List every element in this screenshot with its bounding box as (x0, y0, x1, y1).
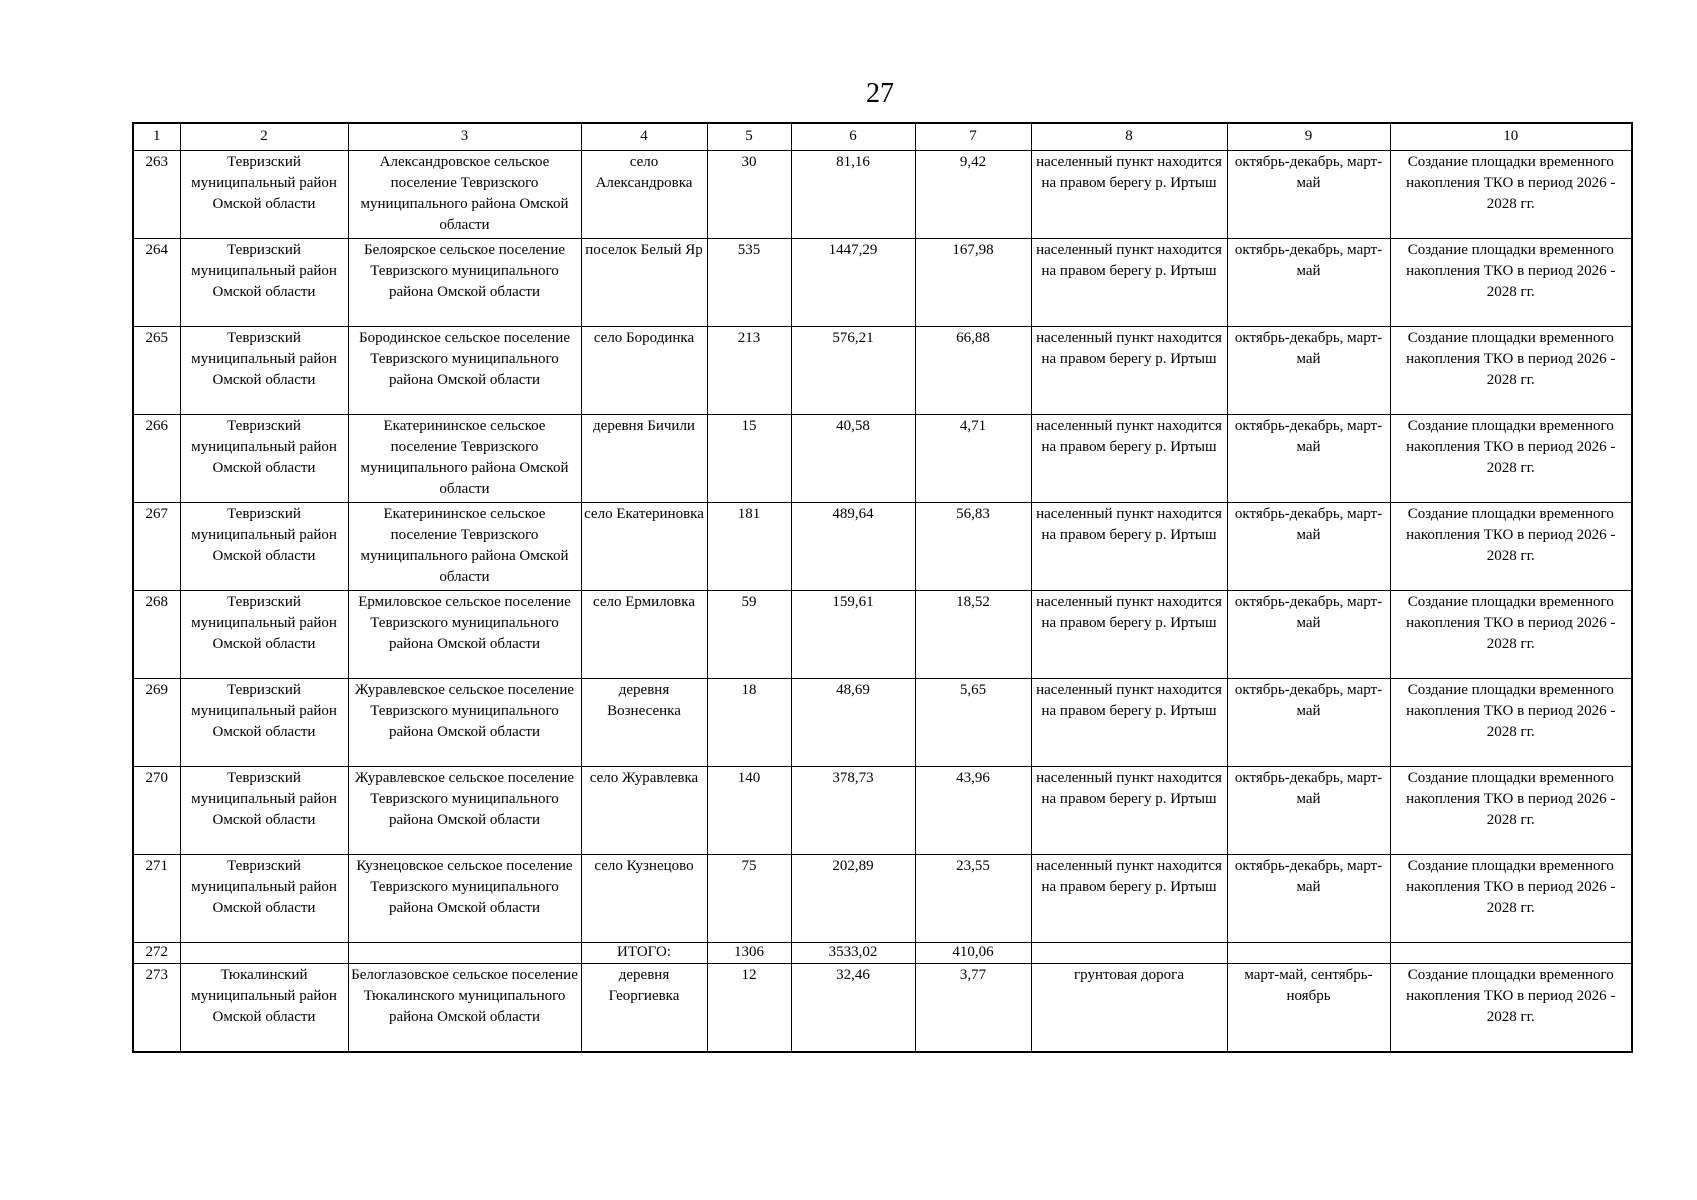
column-9-cell: октябрь-декабрь, март-май (1227, 591, 1390, 679)
locality-cell: село Екатериновка (581, 503, 707, 591)
column-8-cell: населенный пункт находится на правом берегу р. Иртыш (1031, 767, 1227, 855)
column-7-cell: 410,06 (915, 943, 1031, 964)
column-7-cell: 23,55 (915, 855, 1031, 943)
district-cell: Тевризский муниципальный район Омской области (180, 327, 348, 415)
column-6-cell: 48,69 (791, 679, 915, 767)
column-10-cell: Создание площадки временного накопления ТКО в период 2026 - 2028 гг. (1390, 415, 1632, 503)
column-5-cell: 18 (707, 679, 791, 767)
column-9-cell: октябрь-декабрь, март-май (1227, 327, 1390, 415)
row-number-cell: 264 (133, 239, 180, 327)
column-9-cell: октябрь-декабрь, март-май (1227, 151, 1390, 239)
column-6-cell: 489,64 (791, 503, 915, 591)
column-7-cell: 9,42 (915, 151, 1031, 239)
district-cell: Тевризский муниципальный район Омской области (180, 679, 348, 767)
settlement-cell: Кузнецовское сельское поселение Тевризского муниципального района Омской области (348, 855, 581, 943)
column-8-cell: населенный пункт находится на правом берегу р. Иртыш (1031, 239, 1227, 327)
row-number-cell: 265 (133, 327, 180, 415)
column-9-cell: октябрь-декабрь, март-май (1227, 503, 1390, 591)
column-6-cell: 32,46 (791, 964, 915, 1053)
column-number: 6 (791, 123, 915, 151)
column-9-cell: октябрь-декабрь, март-май (1227, 239, 1390, 327)
column-7-cell: 43,96 (915, 767, 1031, 855)
column-8-cell: населенный пункт находится на правом берегу р. Иртыш (1031, 679, 1227, 767)
district-cell: Тевризский муниципальный район Омской области (180, 151, 348, 239)
column-6-cell: 378,73 (791, 767, 915, 855)
column-9-cell (1227, 943, 1390, 964)
row-number-cell: 263 (133, 151, 180, 239)
column-5-cell: 1306 (707, 943, 791, 964)
settlement-cell: Белоглазовское сельское поселение Тюкалинского муниципального района Омской области (348, 964, 581, 1053)
column-6-cell: 40,58 (791, 415, 915, 503)
data-table (132, 122, 1633, 1053)
locality-cell: деревня Вознесенка (581, 679, 707, 767)
locality-cell: село Кузнецово (581, 855, 707, 943)
column-10-cell: Создание площадки временного накопления ТКО в период 2026 - 2028 гг. (1390, 151, 1632, 239)
district-cell: Тевризский муниципальный район Омской области (180, 591, 348, 679)
column-10-cell (1390, 943, 1632, 964)
column-number: 5 (707, 123, 791, 151)
column-7-cell: 3,77 (915, 964, 1031, 1053)
column-7-cell: 167,98 (915, 239, 1031, 327)
column-9-cell: октябрь-декабрь, март-май (1227, 855, 1390, 943)
locality-cell: село Бородинка (581, 327, 707, 415)
column-number: 7 (915, 123, 1031, 151)
column-9-cell: октябрь-декабрь, март-май (1227, 415, 1390, 503)
column-5-cell: 59 (707, 591, 791, 679)
table-body (133, 123, 1632, 1052)
locality-cell: ИТОГО: (581, 943, 707, 964)
column-10-cell: Создание площадки временного накопления ТКО в период 2026 - 2028 гг. (1390, 964, 1632, 1053)
table-row (133, 855, 1632, 943)
settlement-cell: Журавлевское сельское поселение Тевризского муниципального района Омской области (348, 767, 581, 855)
settlement-cell: Белоярское сельское поселение Тевризского муниципального района Омской области (348, 239, 581, 327)
district-cell: Тевризский муниципальный район Омской области (180, 855, 348, 943)
column-9-cell: октябрь-декабрь, март-май (1227, 679, 1390, 767)
column-5-cell: 12 (707, 964, 791, 1053)
column-6-cell: 202,89 (791, 855, 915, 943)
column-7-cell: 4,71 (915, 415, 1031, 503)
column-10-cell: Создание площадки временного накопления ТКО в период 2026 - 2028 гг. (1390, 503, 1632, 591)
row-number-cell: 269 (133, 679, 180, 767)
column-6-cell: 1447,29 (791, 239, 915, 327)
column-6-cell: 81,16 (791, 151, 915, 239)
total-row (133, 943, 1632, 964)
table-row (133, 964, 1632, 1053)
district-cell: Тевризский муниципальный район Омской области (180, 239, 348, 327)
column-6-cell: 576,21 (791, 327, 915, 415)
column-9-cell: март-май, сентябрь-ноябрь (1227, 964, 1390, 1053)
table-row (133, 327, 1632, 415)
column-8-cell: грунтовая дорога (1031, 964, 1227, 1053)
column-10-cell: Создание площадки временного накопления ТКО в период 2026 - 2028 гг. (1390, 767, 1632, 855)
column-10-cell: Создание площадки временного накопления ТКО в период 2026 - 2028 гг. (1390, 327, 1632, 415)
locality-cell: поселок Белый Яр (581, 239, 707, 327)
table-row (133, 767, 1632, 855)
row-number-cell: 272 (133, 943, 180, 964)
column-8-cell: населенный пункт находится на правом берегу р. Иртыш (1031, 151, 1227, 239)
settlement-cell: Ермиловское сельское поселение Тевризского муниципального района Омской области (348, 591, 581, 679)
settlement-cell: Бородинское сельское поселение Тевризского муниципального района Омской области (348, 327, 581, 415)
settlement-cell (348, 943, 581, 964)
page-number: 27 (866, 78, 894, 109)
district-cell: Тюкалинский муниципальный район Омской области (180, 964, 348, 1053)
locality-cell: село Журавлевка (581, 767, 707, 855)
column-5-cell: 213 (707, 327, 791, 415)
column-5-cell: 535 (707, 239, 791, 327)
district-cell (180, 943, 348, 964)
row-number-cell: 270 (133, 767, 180, 855)
column-8-cell: населенный пункт находится на правом берегу р. Иртыш (1031, 855, 1227, 943)
row-number-cell: 267 (133, 503, 180, 591)
locality-cell: село Александровка (581, 151, 707, 239)
column-6-cell: 159,61 (791, 591, 915, 679)
column-5-cell: 30 (707, 151, 791, 239)
table-row (133, 591, 1632, 679)
column-number: 3 (348, 123, 581, 151)
settlement-cell: Александровское сельское поселение Тевризского муниципального района Омской области (348, 151, 581, 239)
column-8-cell: населенный пункт находится на правом берегу р. Иртыш (1031, 503, 1227, 591)
column-5-cell: 140 (707, 767, 791, 855)
locality-cell: деревня Георгиевка (581, 964, 707, 1053)
settlement-cell: Екатерининское сельское поселение Тевризского муниципального района Омской области (348, 503, 581, 591)
table-row (133, 239, 1632, 327)
table-row (133, 503, 1632, 591)
column-number-row (133, 123, 1632, 151)
settlement-cell: Екатерининское сельское поселение Тевризского муниципального района Омской области (348, 415, 581, 503)
column-number: 8 (1031, 123, 1227, 151)
column-5-cell: 15 (707, 415, 791, 503)
column-5-cell: 75 (707, 855, 791, 943)
column-7-cell: 18,52 (915, 591, 1031, 679)
district-cell: Тевризский муниципальный район Омской области (180, 767, 348, 855)
district-cell: Тевризский муниципальный район Омской области (180, 503, 348, 591)
row-number-cell: 268 (133, 591, 180, 679)
table-row (133, 151, 1632, 239)
row-number-cell: 266 (133, 415, 180, 503)
table-row (133, 415, 1632, 503)
column-8-cell: населенный пункт находится на правом берегу р. Иртыш (1031, 415, 1227, 503)
district-cell: Тевризский муниципальный район Омской области (180, 415, 348, 503)
column-7-cell: 56,83 (915, 503, 1031, 591)
row-number-cell: 271 (133, 855, 180, 943)
column-6-cell: 3533,02 (791, 943, 915, 964)
row-number-cell: 273 (133, 964, 180, 1053)
column-number: 4 (581, 123, 707, 151)
column-10-cell: Создание площадки временного накопления ТКО в период 2026 - 2028 гг. (1390, 679, 1632, 767)
column-number: 1 (133, 123, 180, 151)
locality-cell: деревня Бичили (581, 415, 707, 503)
column-8-cell: населенный пункт находится на правом берегу р. Иртыш (1031, 327, 1227, 415)
column-5-cell: 181 (707, 503, 791, 591)
column-9-cell: октябрь-декабрь, март-май (1227, 767, 1390, 855)
column-10-cell: Создание площадки временного накопления ТКО в период 2026 - 2028 гг. (1390, 239, 1632, 327)
table-row (133, 679, 1632, 767)
column-7-cell: 5,65 (915, 679, 1031, 767)
settlement-cell: Журавлевское сельское поселение Тевризского муниципального района Омской области (348, 679, 581, 767)
column-10-cell: Создание площадки временного накопления ТКО в период 2026 - 2028 гг. (1390, 855, 1632, 943)
column-8-cell: населенный пункт находится на правом берегу р. Иртыш (1031, 591, 1227, 679)
column-7-cell: 66,88 (915, 327, 1031, 415)
column-number: 10 (1390, 123, 1632, 151)
locality-cell: село Ермиловка (581, 591, 707, 679)
column-number: 2 (180, 123, 348, 151)
column-10-cell: Создание площадки временного накопления ТКО в период 2026 - 2028 гг. (1390, 591, 1632, 679)
column-number: 9 (1227, 123, 1390, 151)
column-8-cell (1031, 943, 1227, 964)
